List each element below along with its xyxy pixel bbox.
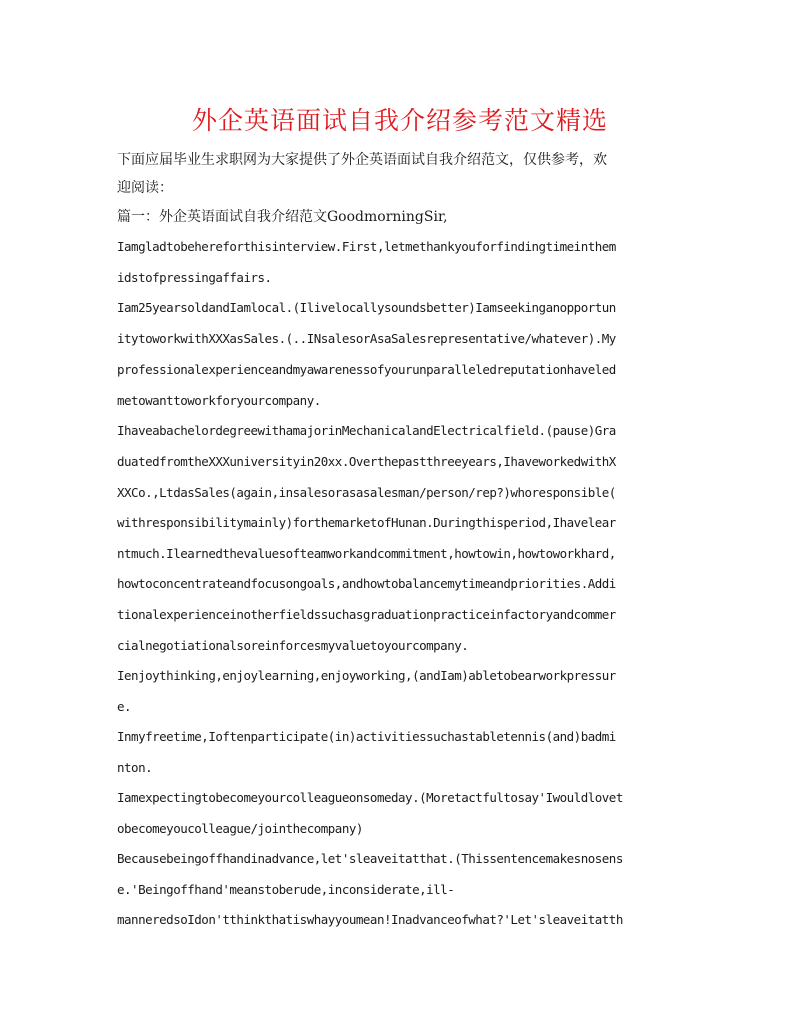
paragraph-line: manneredsoIdon'tthinkthatiswhayyoumean!Inadvanceofwhat?'Let'sleaveitatth (117, 912, 623, 927)
paragraph-line: XXCo.,LtdasSales(again,insalesorasasalesman/person/rep?)whoresponsible( (117, 485, 616, 500)
paragraph-line: Iamgladtobehereforthisinterview.First,letmethankyouforfindingtimeinthem (117, 239, 616, 254)
paragraph-line: nton. (117, 760, 153, 775)
paragraph-line: metowanttoworkforyourcompany. (117, 393, 321, 408)
paragraph-line: ntmuch.Ilearnedthevaluesofteamworkandcommitment,howtowin,howtoworkhard, (117, 546, 616, 561)
paragraph-line: Becausebeingoffhandinadvance,let'sleaveitatthat.(Thissentencemakesnosens (117, 851, 623, 866)
paragraph-line: e. (117, 699, 132, 714)
paragraph-line: professionalexperienceandmyawarenessofyourunparalleledreputationhaveled (117, 362, 616, 377)
paragraph-line: 篇一：外企英语面试自我介绍范文GoodmorningSir, (117, 209, 448, 225)
document-title: 外企英语面试自我介绍参考范文精选 (191, 106, 608, 135)
paragraph-line: 下面应届毕业生求职网为大家提供了外企英语面试自我介绍范文，仅供参考，欢 (117, 152, 607, 168)
paragraph-line: obecomeyoucolleague/jointhecompany) (117, 821, 363, 836)
paragraph-line: withresponsibilitymainly)forthemarketofHunan.Duringthisperiod,Ihavelear (117, 515, 616, 530)
paragraph-line: duatedfromtheXXXuniversityin20xx.Overthepastthreeyears,IhaveworkedwithX (117, 454, 616, 469)
paragraph-line: tionalexperienceinotherfieldssuchasgraduationpracticeinfactoryandcommer (117, 607, 616, 622)
paragraph-line: Iam25yearsoldandIamlocal.(Ilivelocallysoundsbetter)Iamseekinganopportun (117, 300, 616, 315)
paragraph-line: cialnegotiationalsoreinforcesmyvaluetoyourcompany. (117, 638, 469, 653)
paragraph-line: IhaveabachelordegreewithamajorinMechanicalandElectricalfield.(pause)Gra (117, 423, 616, 438)
paragraph-line: 迎阅读： (117, 180, 173, 196)
paragraph-line: Ienjoythinking,enjoylearning,enjoyworking,(andIam)abletobearworkpressur (117, 668, 616, 683)
paragraph-line: howtoconcentrateandfocusongoals,andhowtobalancemytimeandpriorities.Addi (117, 576, 616, 591)
paragraph-line: e.'Beingoffhand'meanstoberude,inconsiderate,ill- (117, 882, 455, 897)
paragraph-line: idstofpressingaffairs. (117, 270, 272, 285)
paragraph-line: Iamexpectingtobecomeyourcolleagueonsomeday.(Moretactfultosay'Iwouldlovet (117, 790, 623, 805)
paragraph-line: Inmyfreetime,Ioftenparticipate(in)activitiessuchastabletennis(and)badmi (117, 729, 616, 744)
paragraph-line: itytoworkwithXXXasSales.(..INsalesorAsaSalesrepresentative/whatever).My (117, 331, 616, 346)
